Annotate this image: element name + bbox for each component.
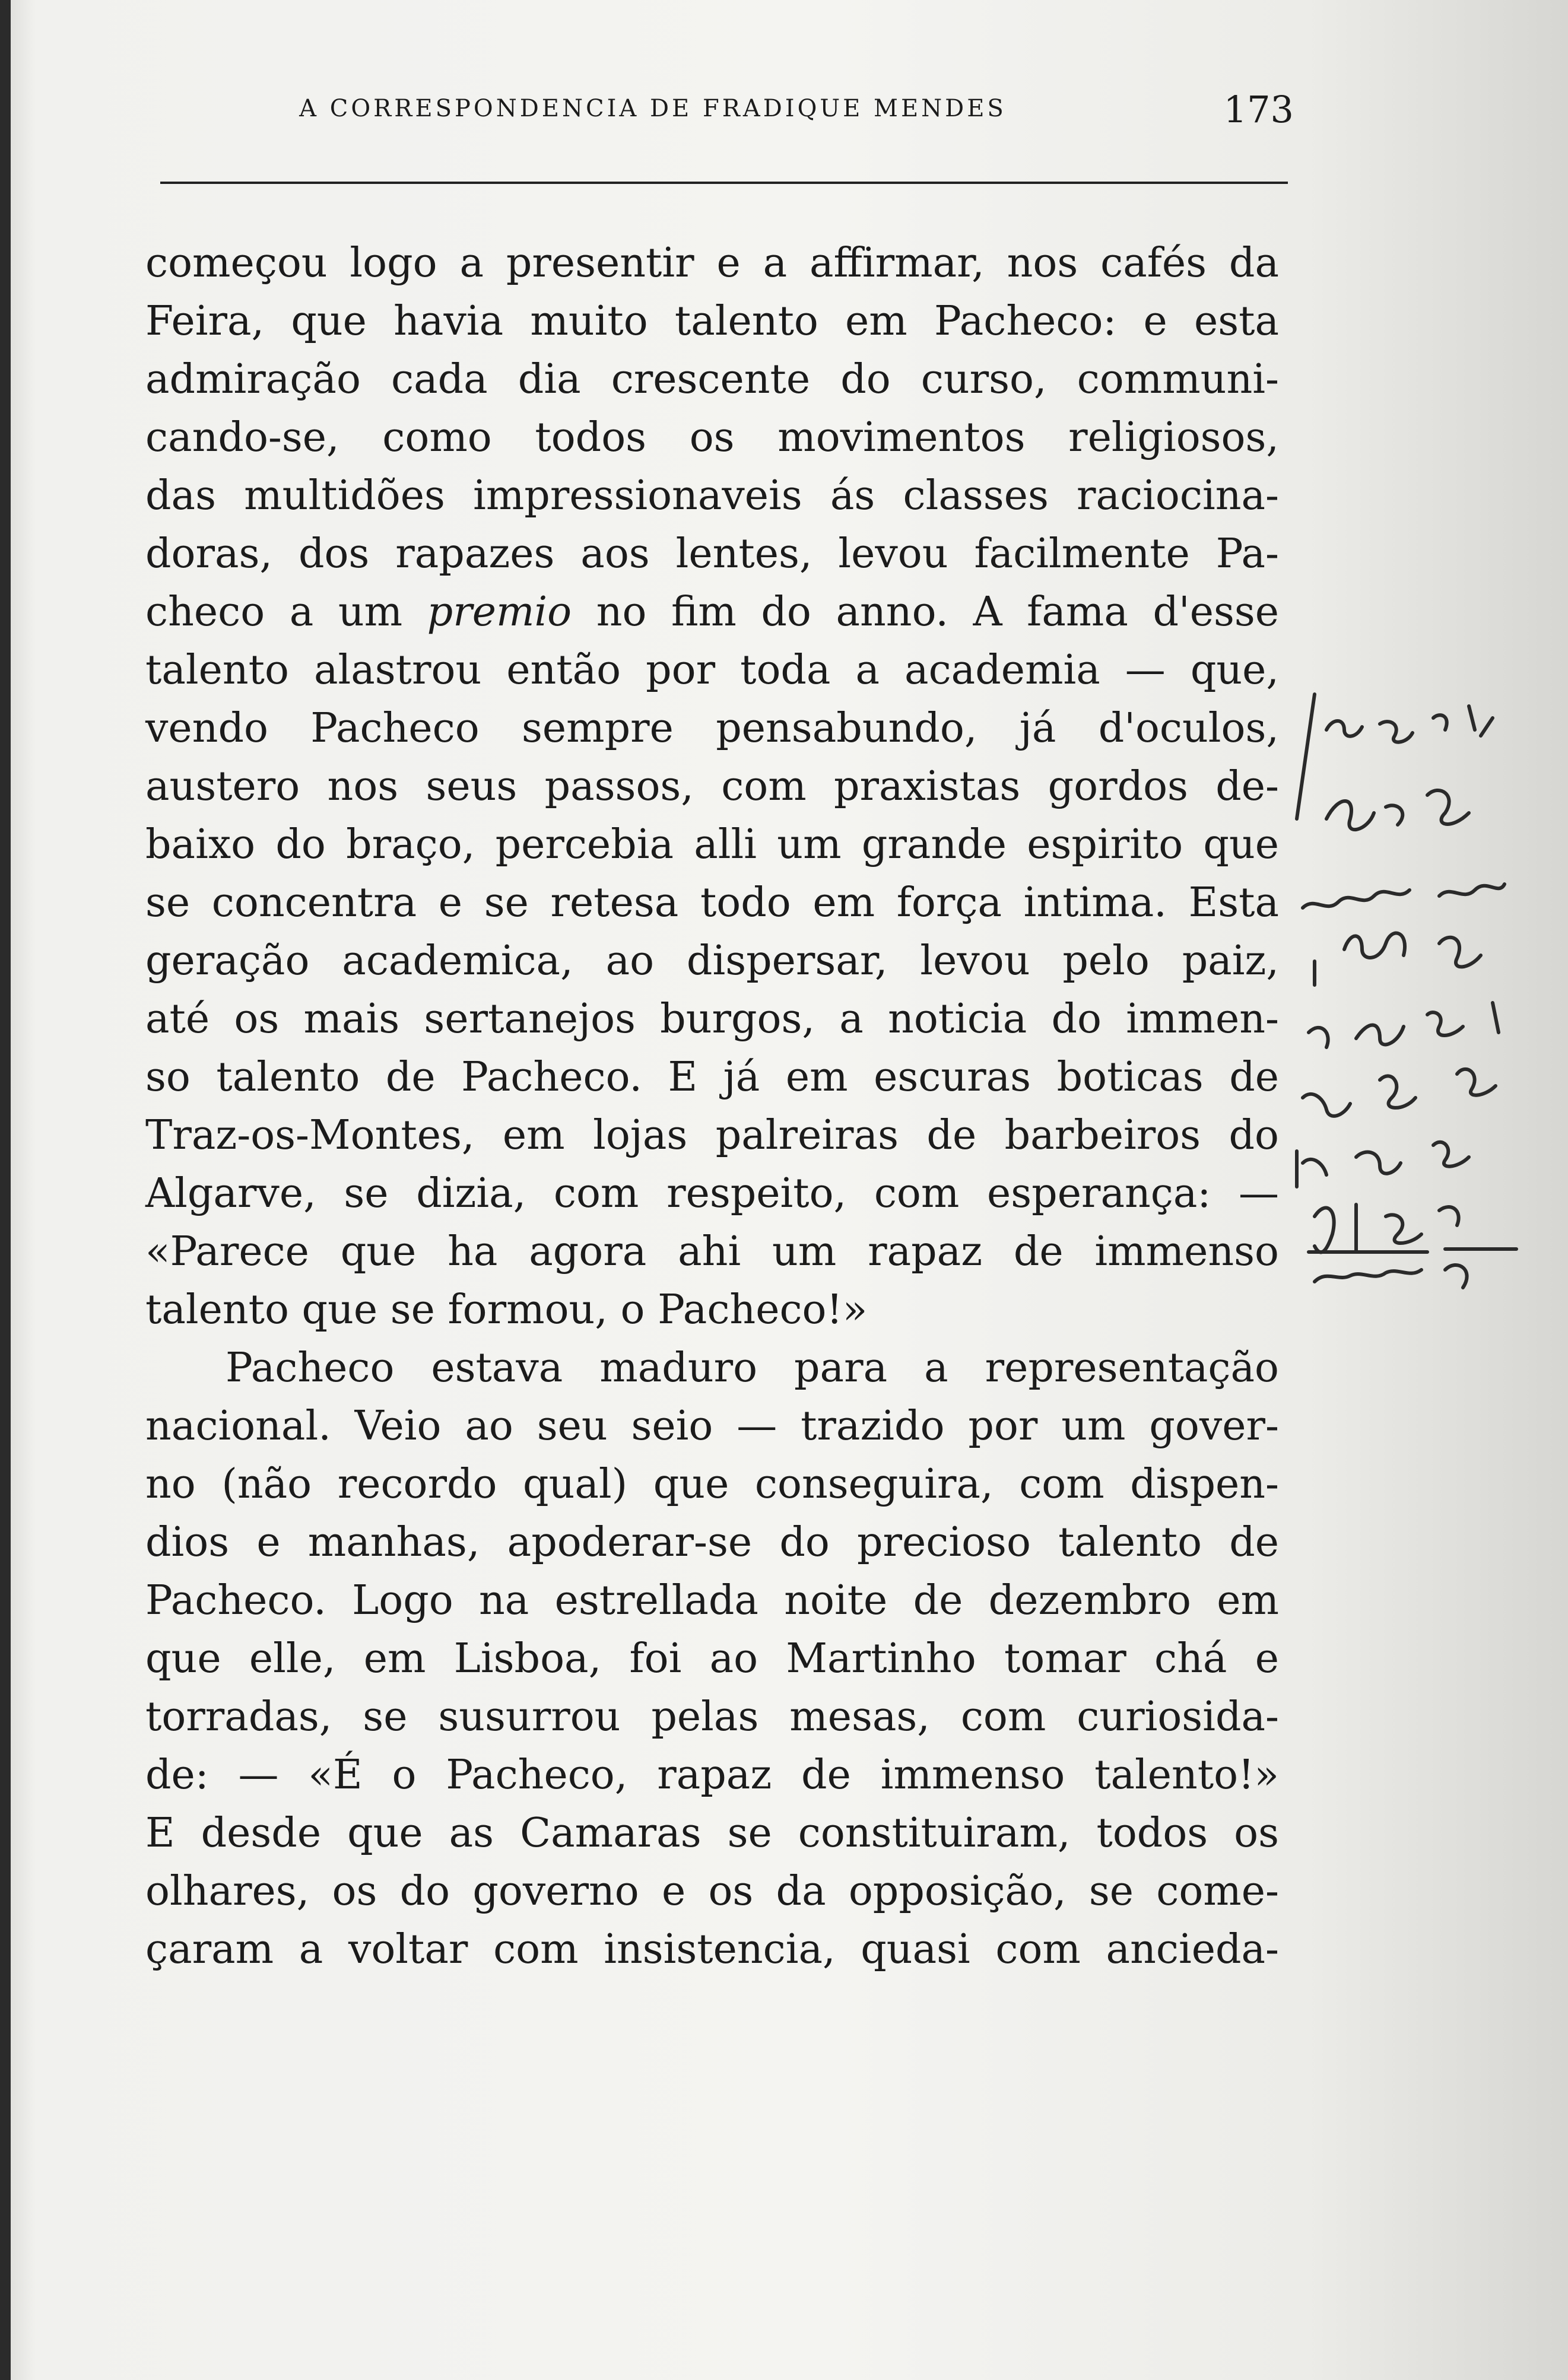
text-line: Traz-os-Montes, em lojas palreiras de barbeiros do	[145, 1112, 1279, 1159]
text-line: austero nos seus passos, com praxistas gordos de-	[145, 763, 1279, 810]
text-line: começou logo a presentir e a affirmar, nos cafés da	[145, 240, 1279, 287]
header-rule	[160, 182, 1288, 184]
text-line: das multidões impressionaveis ás classes raciocina-	[145, 472, 1279, 519]
text-line: Algarve, se dizia, com respeito, com esperança: —	[145, 1170, 1279, 1217]
text-line: çaram a voltar com insistencia, quasi com ancieda-	[145, 1926, 1279, 1973]
body-text	[145, 234, 1279, 1979]
running-title: A CORRESPONDENCIA DE FRADIQUE MENDES	[299, 95, 1007, 122]
text-line: talento que se formou, o Pacheco!»	[145, 1286, 868, 1333]
text-line: geração academica, ao dispersar, levou pelo paiz,	[145, 938, 1279, 984]
page-edge-shadow	[0, 0, 11, 2380]
page-number: 173	[1223, 88, 1294, 131]
text-line: «Parece que ha agora ahi um rapaz de immenso	[145, 1228, 1279, 1275]
handwritten-margin-note	[1291, 682, 1558, 1305]
text-line: so talento de Pacheco. E já em escuras boticas de	[145, 1054, 1279, 1101]
text-segment: no fim do anno. A fama d'esse	[572, 589, 1279, 635]
text-line: até os mais sertanejos burgos, a noticia do immen-	[145, 996, 1279, 1043]
text-segment: checo a um	[145, 589, 427, 635]
text-line: E desde que as Camaras se constituiram, todos os	[145, 1810, 1279, 1857]
text-line: torradas, se susurrou pelas mesas, com curiosida-	[145, 1693, 1279, 1740]
paragraph-start-line: Pacheco estava maduro para a representação	[226, 1345, 1279, 1391]
text-line: olhares, os do governo e os da opposição, se come-	[145, 1868, 1279, 1915]
text-line: baixo do braço, percebia alli um grande espirito que	[145, 821, 1279, 868]
italic-word: premio	[427, 589, 572, 635]
text-line: dios e manhas, apoderar-se do precioso talento de	[145, 1519, 1279, 1566]
text-line: de: — «É o Pacheco, rapaz de immenso talento!»	[145, 1752, 1279, 1798]
text-line-with-italic	[145, 583, 1279, 641]
page-header	[148, 77, 1294, 142]
text-line: cando-se, como todos os movimentos religiosos,	[145, 414, 1279, 461]
text-line: admiração cada dia crescente do curso, communi-	[145, 356, 1279, 403]
text-line: no (não recordo qual) que conseguira, com dispen-	[145, 1461, 1279, 1508]
text-line: que elle, em Lisboa, foi ao Martinho tomar chá e	[145, 1635, 1279, 1682]
text-line: Pacheco. Logo na estrellada noite de dezembro em	[145, 1577, 1279, 1624]
text-line: talento alastrou então por toda a academia — que,	[145, 647, 1279, 694]
text-line: doras, dos rapazes aos lentes, levou facilmente Pa-	[145, 530, 1279, 577]
text-line: Feira, que havia muito talento em Pacheco: e esta	[145, 298, 1279, 345]
text-line: nacional. Veio ao seu seio — trazido por um gover-	[145, 1403, 1279, 1450]
text-line: vendo Pacheco sempre pensabundo, já d'oculos,	[145, 705, 1279, 752]
handwriting-scribble-icon	[1291, 682, 1558, 1305]
text-line: se concentra e se retesa todo em força intima. Esta	[145, 879, 1279, 926]
